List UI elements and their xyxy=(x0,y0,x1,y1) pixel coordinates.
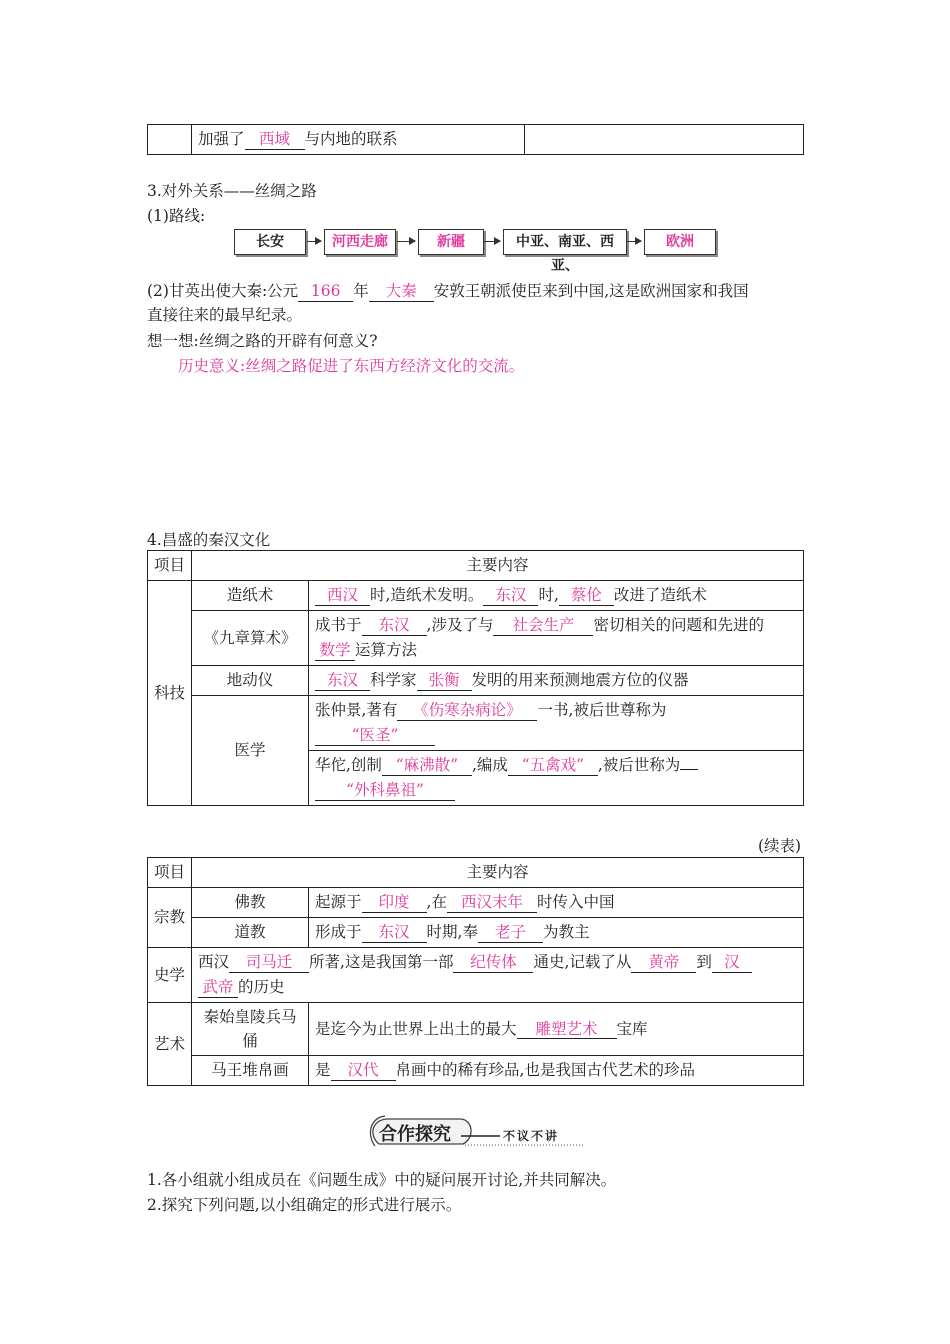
route-node: 中亚、南亚、西亚、 xyxy=(503,229,627,255)
culture-table-continued xyxy=(147,857,804,1086)
route-node-answer: 河西走廊 xyxy=(324,229,396,255)
header-main: 主要内容 xyxy=(192,858,804,888)
row-content: 张仲景,著有 《伤寒杂病论》 一书,被后世尊称为 “医圣” xyxy=(309,696,804,751)
top-table-content: 加强了 西域 与内地的联系 xyxy=(192,125,525,155)
row-content: 是迄今为止世界上出土的最大 雕塑艺术 宝库 xyxy=(309,1003,804,1056)
row-content: 起源于 印度 ,在 西汉末年 时传入中国 xyxy=(309,888,804,918)
row-label: 《九章算术》 xyxy=(192,611,309,666)
category-art: 艺术 xyxy=(148,1003,192,1086)
header-item: 项目 xyxy=(148,551,192,581)
culture-table xyxy=(147,550,804,806)
route-node-answer: 欧洲 xyxy=(644,229,716,255)
route-arrow xyxy=(307,241,321,242)
route-arrow xyxy=(397,241,415,242)
route-node: 长安 xyxy=(234,229,306,255)
row-content: 形成于 东汉 时期,奉 老子 为教主 xyxy=(309,918,804,948)
section-heading: 4.昌盛的秦汉文化 xyxy=(147,531,271,549)
header-main: 主要内容 xyxy=(192,551,804,581)
top-table-empty-cell xyxy=(525,125,804,155)
list-item: 2.探究下列问题,以小组确定的形式进行展示。 xyxy=(147,1196,462,1214)
top-table-empty-cell xyxy=(148,125,192,155)
route-arrow xyxy=(484,241,500,242)
category-religion: 宗教 xyxy=(148,888,192,948)
cooperate-tag: 不议不讲 xyxy=(503,1129,560,1143)
header-item: 项目 xyxy=(148,858,192,888)
row-label: 地动仪 xyxy=(192,666,309,696)
route-label: (1)路线: xyxy=(147,207,206,225)
row-label: 秦始皇陵兵马俑 xyxy=(192,1003,309,1056)
row-label: 医学 xyxy=(192,696,309,806)
ganying-paragraph: (2)甘英出使大秦:公元 166 年 大秦 安敦王朝派使臣来到中国,这是欧洲国家和我国 直接往来的最早纪录。 xyxy=(147,282,749,324)
blank-answer: 大秦 xyxy=(369,283,434,302)
row-content: 东汉 科学家 张衡 发明的用来预测地震方位的仪器 xyxy=(309,666,804,696)
blank-answer: 166 xyxy=(298,283,353,302)
row-content: 成书于 东汉 ,涉及了与 社会生产 密切相关的问题和先进的数学 运算方法 xyxy=(309,611,804,666)
blank-answer: 西域 xyxy=(245,131,305,150)
row-content: 华佗,创制 “麻沸散” ,编成 “五禽戏” ,被后世称为 “外科鼻祖” xyxy=(309,751,804,806)
row-label: 道教 xyxy=(192,918,309,948)
row-label: 佛教 xyxy=(192,888,309,918)
category-history: 史学 xyxy=(148,948,192,1003)
row-label: 造纸术 xyxy=(192,581,309,611)
route-arrow xyxy=(627,241,641,242)
row-content: 是 汉代 帛画中的稀有珍品,也是我国古代艺术的珍品 xyxy=(309,1056,804,1086)
category-science: 科技 xyxy=(148,581,192,806)
answer-text: 历史意义:丝绸之路促进了东西方经济文化的交流。 xyxy=(178,357,525,375)
section-heading: 3.对外关系——丝绸之路 xyxy=(147,182,317,200)
route-node-answer: 新疆 xyxy=(418,229,484,255)
think-question: 想一想:丝绸之路的开辟有何意义? xyxy=(147,332,378,350)
list-item: 1.各小组就小组成员在《问题生成》中的疑问展开讨论,并共同解决。 xyxy=(147,1171,617,1189)
row-content: 西汉 时,造纸术发明。 东汉 时, 蔡伦 改进了造纸术 xyxy=(309,581,804,611)
row-label: 马王堆帛画 xyxy=(192,1056,309,1086)
continued-label: (续表) xyxy=(758,837,802,855)
cooperate-title: 合作探究 xyxy=(379,1124,451,1145)
top-table xyxy=(147,124,804,155)
cooperate-banner xyxy=(365,1114,590,1150)
row-content: 西汉 司马迁 所著,这是我国第一部 纪传体 通史,记载了从 黄帝 到 汉 武帝 的历史 xyxy=(192,948,804,1003)
